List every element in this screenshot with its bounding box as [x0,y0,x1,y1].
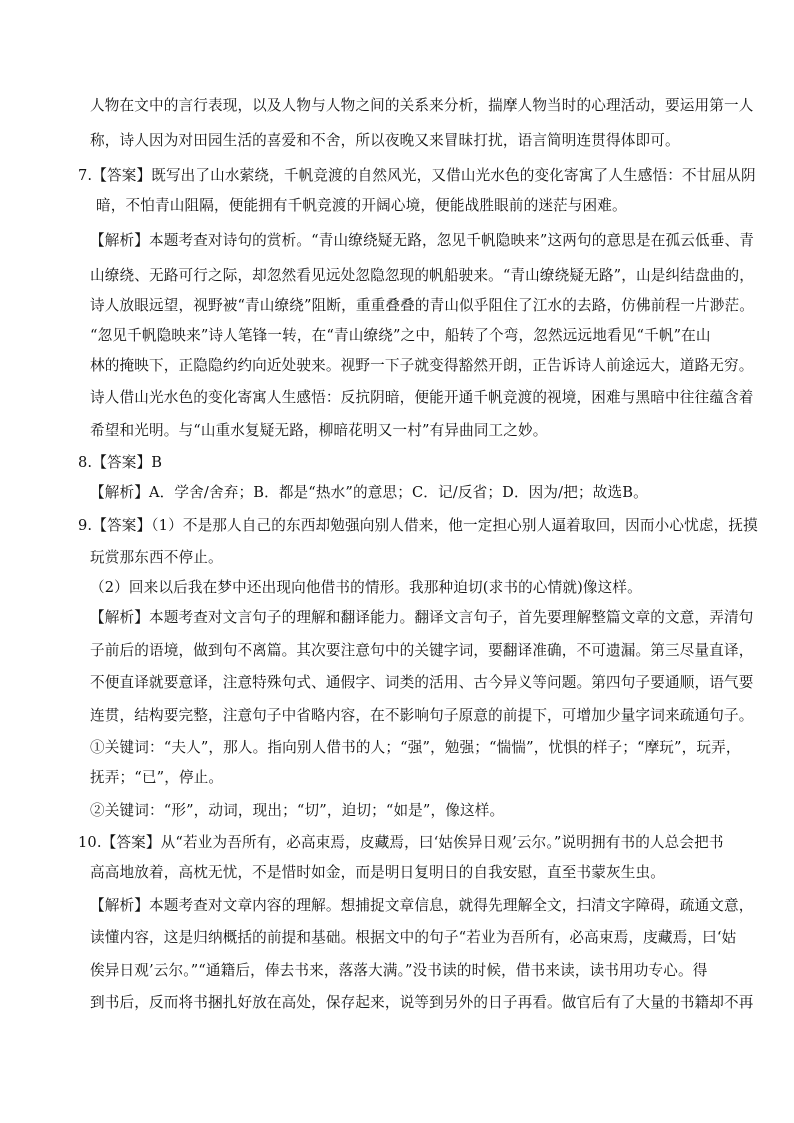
text-line: 到书后，反而将书捆扎好放在高处，保存起来，说等到另外的日子再看。做官后有了大量的书籍却不再 [90,994,754,1011]
answer-7-line: 7.【答案】既写出了山水萦绕，千帆竞渡的自然风光，又借山光水色的变化寄寓了人生感悟：不甘屈从阴 [78,167,756,184]
text-line: ①关键词：“夫人”，那人。指向别人借书的人；“强”，勉强；“惴惴”，忧惧的样子；“摩玩”，玩弄， [90,739,741,756]
text-line: 山缭绕、无路可行之际，却忽然看见远处忽隐忽现的帆船驶来。“青山缭绕疑无路”，山是纠结盘曲的， [90,267,754,284]
analysis-8-line: 【解析】A．学舍/舍弃；B．都是“热水”的意思；C．记/反省；D．因为/把；故选B。 [90,484,648,501]
text-line: 希望和光明。与“山重水复疑无路，柳暗花明又一村”有异曲同工之妙。 [90,422,548,439]
text-line: 抚弄；“已”，停止。 [90,769,224,786]
text-line: 高高地放着，高枕无忧，不是惜时如金，而是明日复明日的自我安慰，直至书蒙灰生虫。 [90,864,666,881]
text-line: “忽见千帆隐映来”诗人笔锋一转，在“青山缭绕”之中，船转了个弯，忽然远远地看见“千帆”在山 [90,327,711,344]
text-line: 子前后的语境，做到句不离篇。其次要注意句中的关键字词，要翻译准确，不可遗漏。第三尽量直译， [90,642,754,659]
text-line: 林的掩映下，正隐隐约约向近处驶来。视野一下子就变得豁然开朗，正告诉诗人前途远大，道路无穷。 [90,357,754,374]
text-line: 人物在文中的言行表现，以及人物与人物之间的关系来分析，揣摩人物当时的心理活动，要运用第一人 [90,97,754,114]
answer-10-line: 10.【答案】从“若业为吾所有，必高束焉，皮藏焉，曰‘姑俟异日观’云尔。”说明拥有书的人总会把书 [78,834,724,851]
text-line: （2）回来以后我在梦中还出现向他借书的情形。我那种迫切(求书的心情就)像这样。 [90,579,642,596]
text-line: 诗人放眼远望，视野被“青山缭绕”阻断，重重叠叠的青山似乎阻住了江水的去路，仿佛前程一片渺茫。 [90,297,754,314]
text-line: 暗，不怕青山阻隔，便能拥有千帆竞渡的开阔心境，便能战胜眼前的迷茫与困难。 [96,197,627,214]
analysis-9-line: 【解析】本题考查对文言句子的理解和翻译能力。翻译文言句子，首先要理解整篇文章的文意，弄清句 [90,609,754,626]
text-line: 玩赏那东西不停止。 [90,549,223,566]
text-line: 称，诗人因为对田园生活的喜爱和不舍，所以夜晚又来冒昧打扰，语言简明连贯得体即可。 [90,132,680,149]
text-line: 读懂内容，这是归纳概括的前提和基础。根据文中的句子“若业为吾所有，必高束焉，庋藏焉，曰‘姑 [90,929,737,946]
analysis-7-line: 【解析】本题考查对诗句的赏析。“青山缭绕疑无路，忽见千帆隐映来”这两句的意思是在孤云低垂、青 [90,232,754,249]
answer-9-line: 9.【答案】（1）不是那人自己的东西却勉强向别人借来，他一定担心别人逼着取回，因而小心忧虑，抚摸 [78,517,758,534]
text-line: 诗人借山光水色的变化寄寓人生感悟：反抗阴暗，便能开通千帆竞渡的视境，困难与黑暗中往往蕴含着 [90,389,754,406]
text-line: 不便直译就要意译，注意特殊句式、通假字、词类的活用、古今异义等问题。第四句子要通顺，语气要 [90,674,754,691]
text-line: 连贯，结构要完整，注意句子中省略内容，在不影响句子原意的前提下，可增加少量字词来疏通句子。 [90,707,754,724]
answer-8-line: 8.【答案】B [78,454,163,471]
text-line: ②关键词：“形”，动词，现出；“切”，迫切；“如是”，像这样。 [90,802,505,819]
text-line: 俟异日观’云尔。”“通籍后，俸去书来，落落大满。”没书读的时候，借书来读，读书用功专心。得 [90,962,708,979]
analysis-10-line: 【解析】本题考查对文章内容的理解。想捕捉文章信息，就得先理解全文，扫清文字障碍，疏通文意， [90,897,754,914]
